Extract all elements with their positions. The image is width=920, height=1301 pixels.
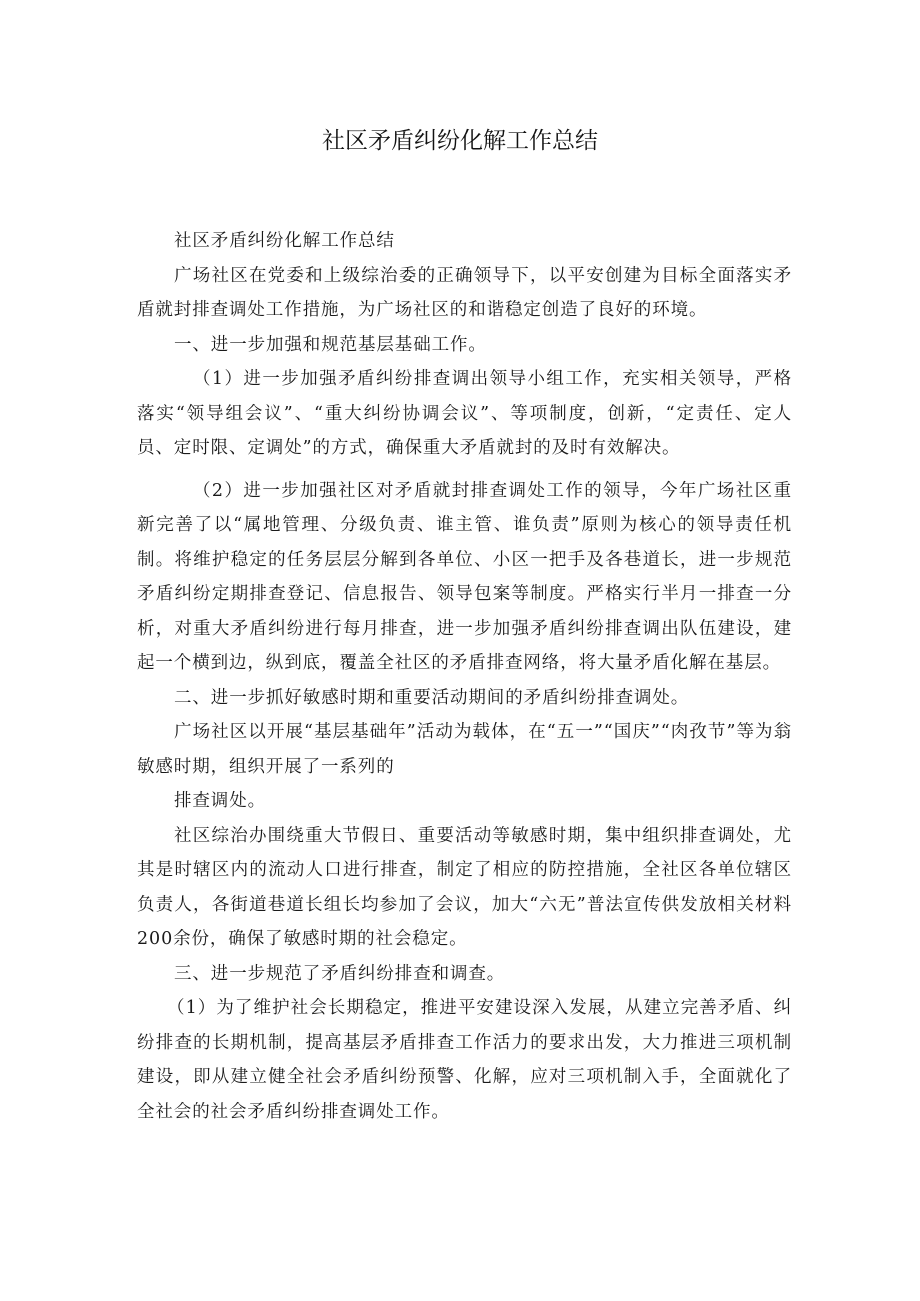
document-body <box>137 224 792 1129</box>
paragraph-section-2-b: 排查调处。 <box>174 791 266 811</box>
paragraph-item-3-1: （1）为了维护社会长期稳定，推进平安建设深入发展，从建立完善矛盾、纠纷排查的长期机制，提高基层矛盾排查工作活力的要求出发，大力推进三项机制建设，即从建立健全社会矛盾纠纷预警、化解，应对三项机制入手，全面就化了全社会的社会矛盾纠纷排查调处工作。 <box>137 998 792 1122</box>
document-title: 社区矛盾纠纷化解工作总结 <box>322 128 598 154</box>
paragraph-item-1-1: （1）进一步加强矛盾纠纷排查调出领导小组工作，充实相关领导，严格落实“领导组会议”、“重大纠纷协调会议”、等项制度，创新，“定责任、定人员、定时限、定调处”的方式，确保重大矛盾就封的及时有效解决。 <box>137 369 792 458</box>
paragraph-intro: 广场社区在党委和上级综治委的正确领导下，以平安创建为目标全面落实矛盾就封排查调处工作措施，为广场社区的和谐稳定创造了良好的环境。 <box>137 265 792 320</box>
paragraph-item-1-2: （2）进一步加强社区对矛盾就封排查调处工作的领导，今年广场社区重新完善了以“属地管理、分级负责、谁主管、谁负责”原则为核心的领导责任机制。将维护稳定的任务层层分解到各单位、小区一把手及各巷道长，进一步规范矛盾纠纷定期排查登记、信息报告、领导包案等制度。严格实行半月一排查一分析，对重大矛盾纠纷进行每月排查，进一步加强矛盾纠纷排查调出队伍建设，建起一个横到边，纵到底，覆盖全社区的矛盾排查网络，将大量矛盾化解在基层。 <box>137 480 792 673</box>
paragraph-section-2-c: 社区综治办围绕重大节假日、重要活动等敏感时期，集中组织排查调处，尤其是时辖区内的流动人口进行排查，制定了相应的防控措施，全社区各单位辖区负责人，各街道巷道长组长均参加了会议，加大“六无”普法宣传供发放相关材料200余份，确保了敏感时期的社会稳定。 <box>137 825 792 949</box>
paragraph-section-2-a: 广场社区以开展“基层基础年”活动为载体，在“五一”“国庆”“肉孜节”等为翁敏感时期，组织开展了一系列的 <box>137 722 792 777</box>
section-heading-2: 二、进一步抓好敏感时期和重要活动期间的矛盾纠纷排查调处。 <box>174 687 690 708</box>
section-heading-1: 一、进一步加强和规范基层基础工作。 <box>174 334 487 355</box>
section-heading-3: 三、进一步规范了矛盾纠纷排查和调查。 <box>174 963 506 984</box>
paragraph-subtitle: 社区矛盾纠纷化解工作总结 <box>174 231 395 251</box>
